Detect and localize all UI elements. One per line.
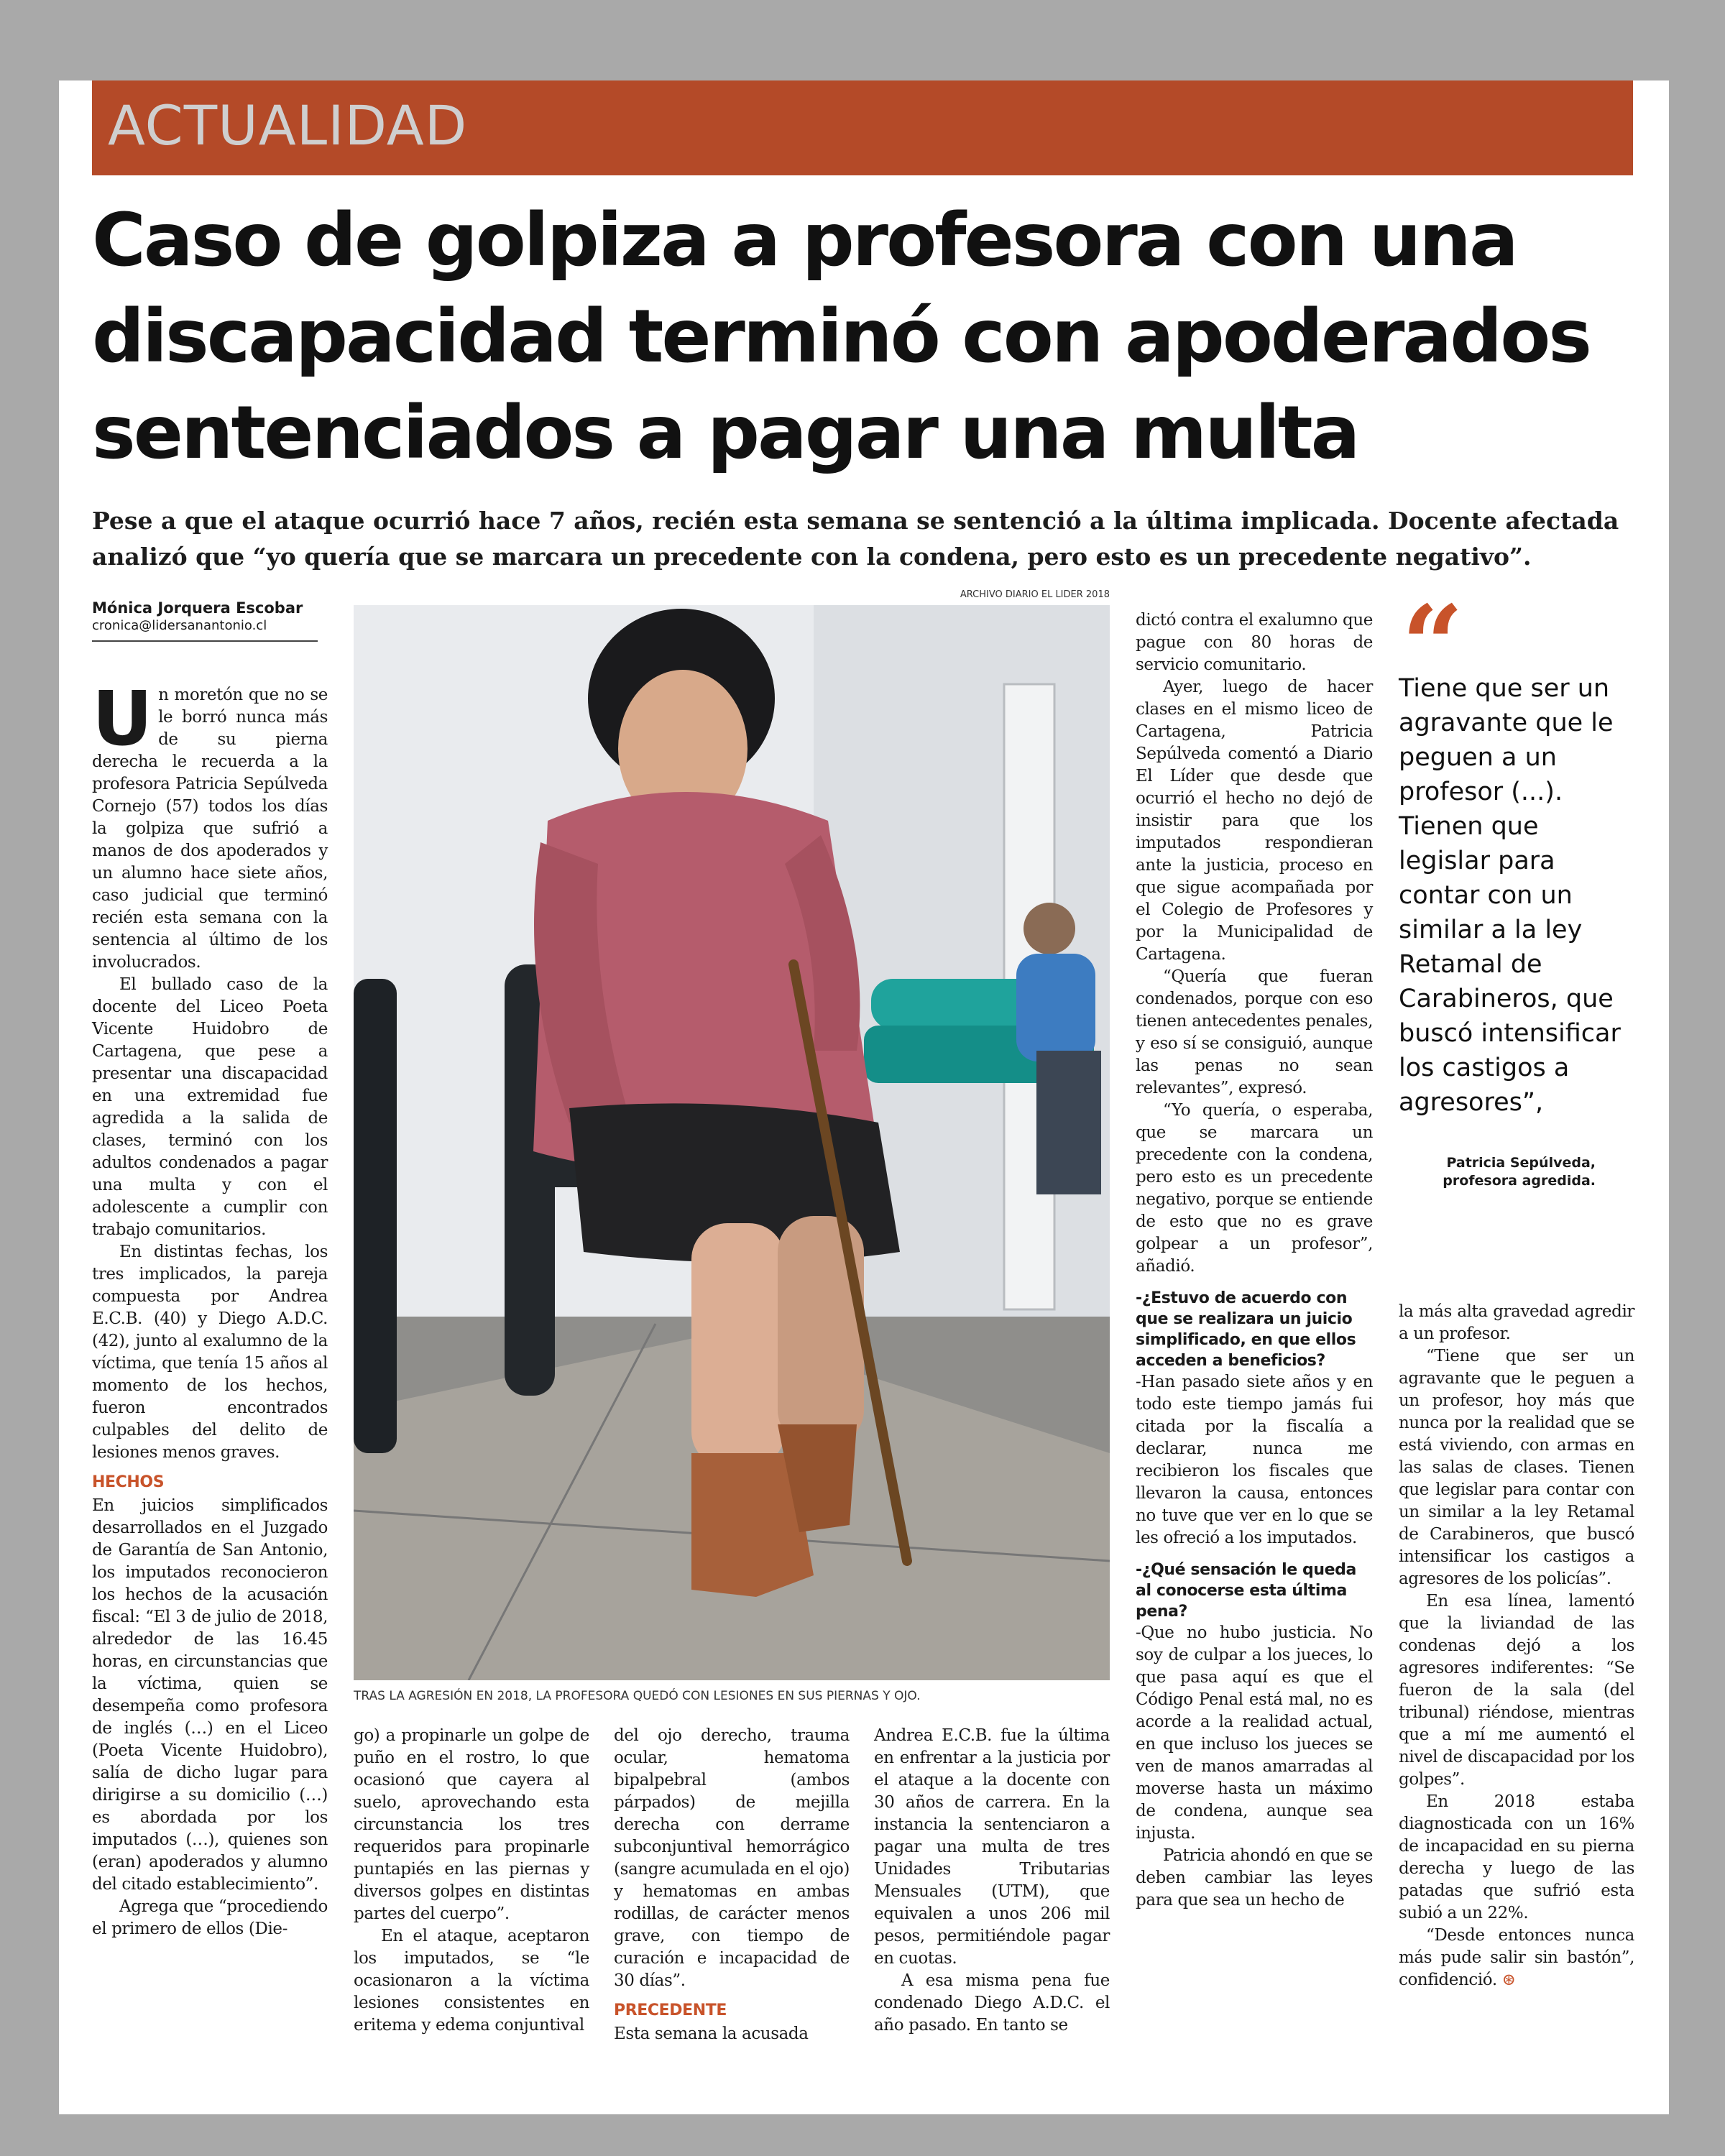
article-column-2	[354, 1725, 589, 2037]
article-column-6	[1399, 1301, 1634, 1991]
lead-paragraph-text: n moretón que no se le borró nunca más de su pierna derecha le recuerda a la profesora Patricia Sepúlveda Cornejo (57) todos los días la golpiza que sufrió a manos de dos apoderados y un alumno hace siete años, caso judicial que terminó recién esta semana con la sentencia al último de los involucrados.	[92, 686, 328, 972]
body-paragraph: A esa misma pena fue condenado Diego A.D.C. el año pasado. En tanto se	[874, 1971, 1110, 2035]
photo-illustration	[354, 605, 1110, 1680]
body-paragraph: Agrega que “procediendo el primero de ellos (Die-	[92, 1897, 328, 1938]
body-paragraph: Ayer, luego de hacer clases en el mismo liceo de Cartagena, Patricia Sepúlveda comentó a Diario El Líder que desde que ocurrió el hecho no dejó de insistir para que los imputados respondieran ante la justicia, proceso en que sigue acompañada por el Colegio de Profesores y por la Municipalidad de Cartagena.	[1136, 678, 1373, 964]
drop-cap: U	[92, 675, 153, 763]
body-paragraph: En esa línea, lamentó que la liviandad de las condenas dejó a los agresores indiferentes: “Se fueron de la sala (del tribunal) riéndose, mientras que a mí me aumentó el nivel de discapacidad por los golpes”.	[1399, 1592, 1634, 1789]
attribution-name: Patricia Sepúlveda,	[1446, 1155, 1596, 1171]
closing-text: “Desde entonces nunca más pude salir sin bastón”, confidenció.	[1399, 1926, 1634, 1989]
body-paragraph: En el ataque, aceptaron los imputados, se “le ocasionaron a la víctima lesiones consistentes en eritema y edema conjuntival	[354, 1927, 589, 2035]
pull-quote: Tiene que ser un agravante que le peguen a un profesor (...). Tienen que legislar para contar con un similar a la ley Retamal de Carabineros, que buscó intensificar los castigos a agresores”,	[1399, 674, 1621, 1117]
interview-question: -¿Estuvo de acuerdo con que se realizara un juicio simplificado, en que ellos acceden a beneficios?	[1136, 1289, 1356, 1370]
article-column-1	[92, 675, 328, 1940]
body-paragraph: dictó contra el exalumno que pague con 80 horas de servicio comunitario.	[1136, 611, 1373, 674]
author-email: cronica@lidersanantonio.cl	[92, 618, 267, 633]
byline	[92, 599, 318, 642]
body-paragraph	[1399, 1925, 1634, 1991]
body-paragraph: “Tiene que ser un agravante que le peguen a un profesor, hoy más que nunca por la realidad que se está viviendo, con armas en las salas de clases. Tienen que legislar para contar con un similar a la ley Retamal de Carabineros, que buscó intensificar los castigos a agresores de los policías”.	[1399, 1347, 1634, 1588]
end-mark-icon: ⊛	[1501, 1971, 1516, 1989]
body-paragraph: Esta semana la acusada	[614, 2024, 809, 2043]
attribution-role: profesora agredida.	[1443, 1173, 1596, 1189]
interview-answer: -Han pasado siete años y en todo este tiempo jamás fui citada por la fiscalía a declarar, nunca me recibieron los fiscales que llevaron la causa, entonces no tuve que ver en lo que se les ofreció a los imputados.	[1136, 1373, 1373, 1547]
article-column-3	[614, 1725, 850, 2045]
article-column-4	[874, 1725, 1110, 2037]
body-paragraph: En juicios simplificados desarrollados en el Juzgado de Garantía de San Antonio, los imputados reconocieron los hechos de la acusación fiscal: “El 3 de julio de 2018, alrededor de las 16.45 horas, en circunstancias que la víctima, quien se desempeña como profesora de inglés (…) en el Liceo (Poeta Vicente Huidobro), salía de dicho lugar para dirigirse a su domicilio (…) es abordada por los imputados (…), quienes son (eran) apoderados y alumno del citado establecimiento”.	[92, 1496, 328, 1894]
subhead-hechos: HECHOS	[92, 1473, 165, 1491]
body-paragraph: la más alta gravedad agredir a un profesor.	[1399, 1302, 1634, 1343]
body-paragraph: Andrea E.C.B. fue la última en enfrentar a la justicia por el ataque a la docente con 30 años de carrera. En la instancia la sentenciaron a pagar una multa de tres Unidades Tributarias Mensuales (UTM), que equivalen a unos 206 mil pesos, permitiéndole pagar en cuotas.	[874, 1726, 1110, 1968]
section-label: ACTUALIDAD	[108, 93, 468, 157]
body-paragraph: El bullado caso de la docente del Liceo Poeta Vicente Huidobro de Cartagena, que pese a presentar una discapacidad en una extremidad fue agredida a la salida de clases, terminó con los adultos condenados a pagar una multa y con el adolescente a cumplir con trabajo comunitarios.	[92, 975, 328, 1239]
interview-answer: -Que no hubo justicia. No soy de culpar a los jueces, lo que pasa aquí es que el Código Penal está mal, no es acorde a la realidad actual, en que incluso los jueces se ven de manos amarradas al moverse hasta un máximo de condena, aunque sea injusta.	[1136, 1623, 1373, 1843]
body-paragraph: En distintas fechas, los tres implicados, la pareja compuesta por Andrea E.C.B. (40) y Diego A.D.C. (42), junto al exalumno de la víctima, que tenía 15 años al momento de los hechos, fueron encontrados culpables del delito de lesiones menos graves.	[92, 1243, 328, 1462]
headline: Caso de golpiza a profesora con una discapacidad terminó con apoderados sentenciados a pagar una multa	[92, 198, 1591, 476]
photo-caption: TRAS LA AGRESIÓN EN 2018, LA PROFESORA QUEDÓ CON LESIONES EN SUS PIERNAS Y OJO.	[354, 1689, 921, 1703]
body-paragraph: Patricia ahondó en que se deben cambiar las leyes para que sea un hecho de	[1136, 1846, 1373, 1909]
news-photo	[354, 605, 1110, 1680]
article-column-5	[1136, 609, 1373, 1912]
subheadline: Pese a que el ataque ocurrió hace 7 años, recién esta semana se sentenció a la última implicada. Docente afectada analizó que “yo quería que se marcara un precedente con la condena, pero esto es un precedente negativo”.	[92, 507, 1619, 571]
lead-paragraph	[92, 675, 328, 974]
body-paragraph: go) a propinarle un golpe de puño en el rostro, lo que ocasionó que cayera al suelo, aprovechando esta circunstancia los tres requeridos para propinarle puntapiés en las piernas y diversos golpes en distintas partes del cuerpo”.	[354, 1726, 589, 1923]
body-paragraph: “Yo quería, o esperaba, que se marcara un precedente con la condena, pero esto es un precedente negativo, porque se entiende de esto que no es grave golpear a un profesor”, añadió.	[1136, 1101, 1373, 1276]
photo-credit: ARCHIVO DIARIO EL LIDER 2018	[960, 589, 1110, 600]
section-banner	[92, 80, 1633, 175]
pull-quote-attribution	[1366, 1154, 1596, 1190]
subhead-precedente: PRECEDENTE	[614, 2001, 727, 2019]
quote-mark-icon: “	[1402, 582, 1464, 709]
author-name: Mónica Jorquera Escobar	[92, 599, 303, 617]
body-paragraph: En 2018 estaba diagnosticada con un 16% de incapacidad en su pierna derecha y luego de las patadas que sufrió esta subió a un 22%.	[1399, 1792, 1634, 1922]
body-paragraph: “Quería que fueran condenados, porque con eso tienen antecedentes penales, y eso sí se consiguió, aunque las penas no sean relevantes”, expresó.	[1136, 967, 1373, 1097]
body-paragraph: del ojo derecho, trauma ocular, hematoma bipalpebral (ambos párpados) de mejilla derecha con derrame subconjuntival hemorrágico (sangre acumulada en el ojo) y hematomas en ambas rodillas, de carácter menos grave, con tiempo de curación e incapacidad de 30 días”.	[614, 1726, 850, 1990]
interview-question: -¿Qué sensación le queda al conocerse esta última pena?	[1136, 1561, 1356, 1621]
